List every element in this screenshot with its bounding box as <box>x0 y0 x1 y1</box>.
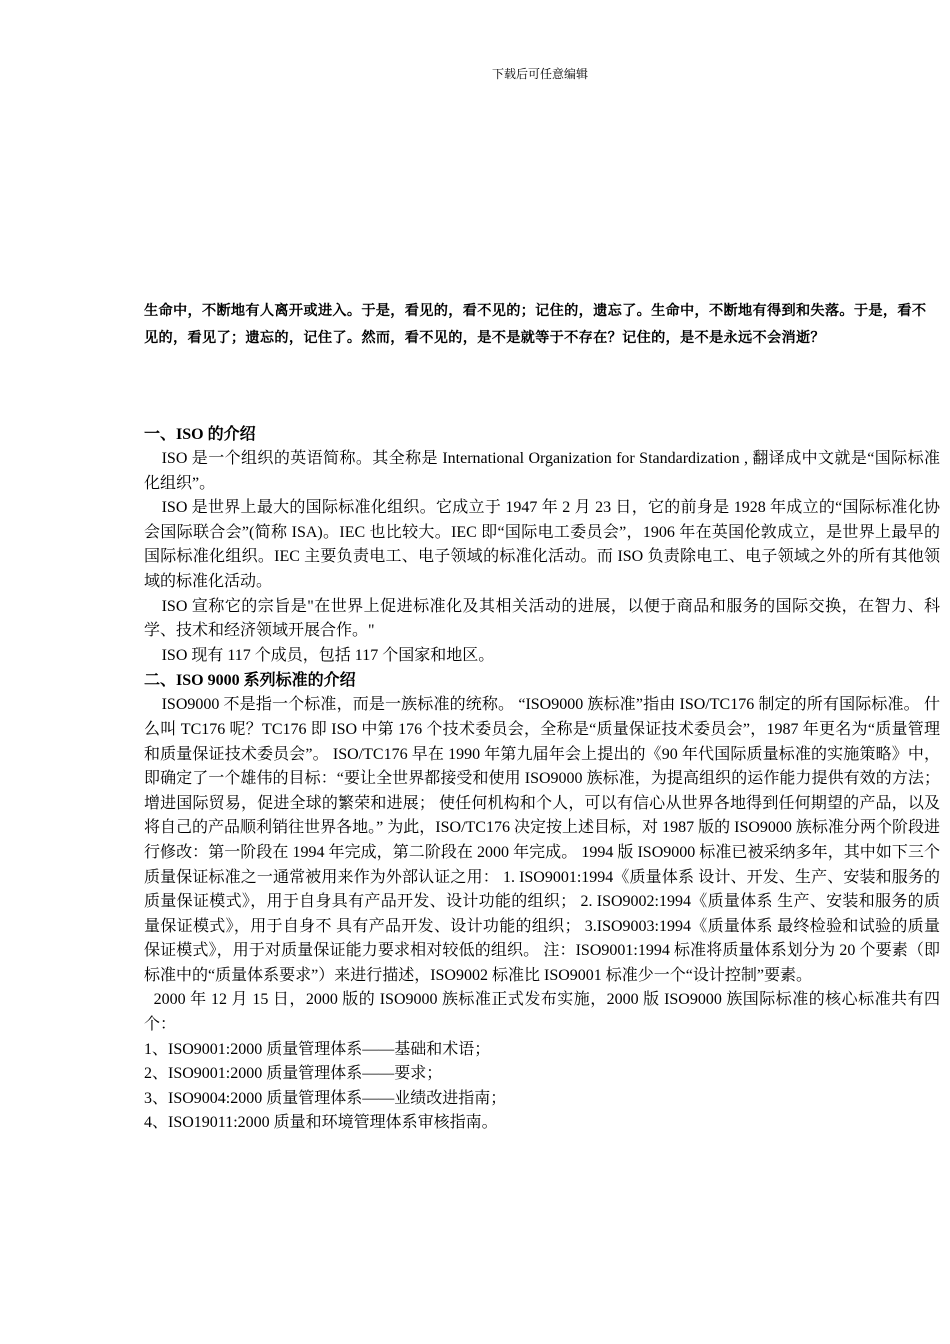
paragraph: ISO 现有 117 个成员，包括 117 个国家和地区。 <box>161 646 495 664</box>
list-item: 3、ISO9004:2000 质量管理体系——业绩改进指南； <box>144 1089 507 1107</box>
paragraph: ISO 宣称它的宗旨是"在世界上促进标准化及其相关活动的进展，以便于商品和服务的国际交换，在智力、科学、技术和经济领域开展合作。" <box>144 597 940 640</box>
page-header: 下载后可任意编辑 <box>491 67 588 81</box>
paragraph: 2000 年 12 月 15 日，2000 版的 ISO9000 族标准正式发布实施，2000 版 ISO9000 族国际标准的核心标准共有四个： <box>144 991 940 1034</box>
list-item: 1、ISO9001:2000 质量管理体系——基础和术语； <box>144 1040 491 1058</box>
paragraph: ISO 是一个组织的英语简称。其全称是 International Organization for Standardization , 翻译成中文就是“国际标准化组织”。 <box>144 450 940 492</box>
intro-paragraph: 生命中，不断地有人离开或进入。于是，看见的，看不见的；记住的，遗忘了。生命中，不断地有得到和失落。于是，看不见的，看见了；遗忘的，记住了。然而，看不见的，是不是就等于不存在？记住的，是不是永远不会消逝？ <box>144 303 927 346</box>
list-item: 2、ISO9001:2000 质量管理体系——要求； <box>144 1065 443 1083</box>
paragraph: ISO 是世界上最大的国际标准化组织。它成立于 1947 年 2 月 23 日，它的前身是 1928 年成立的“国际标准化协会国际联合会”(简称 ISA)。IEC 也比较大。IEC 即“国际电工委员会”，1906 年在英国伦敦成立，是世界上最早的国际标准化组织。IEC 主要负责电工、电子领域的标准化活动。而 ISO 负责除电工、电子领域之外的所有其他领域的标准化活动。 <box>144 499 940 590</box>
paragraph: ISO9000 不是指一个标准，而是一族标准的统称。 “ISO9000 族标准”指由 ISO/TC176 制定的所有国际标准。 什么叫 TC176 呢？TC176 即 ISO 中第 176 个技术委员会，全称是“质量保证技术委员会”，1987 年更名为“质量管理和质量保证技术委员会”。 ISO/TC176 早在 1990 年第九届年会上提出的《90 年代国际质量标准的实施策略》中，即确定了一个雄伟的目标：“要让全世界都接受和使用 ISO9000 族标准，为提高组织的运作能力提供有效的方法；增进国际贸易，促进全球的繁荣和进展； 使任何机构和个人，可以有信心从世界各地得到任何期望的产品，以及将自己的产品顺利销往世界各地。” 为此，ISO/TC176 决定按上述目标，对 1987 版的 ISO9000 族标准分两个阶段进行修改：第一阶段在 1994 年完成，第二阶段在 2000 年完成。 1994 版 ISO9000 标准已被采纳多年，其中如下三个质量保证标准之一通常被用来作为外部认证之用： 1. ISO9001:1994《质量体系 设计、开发、生产、安装和服务的质量保证模式》，用于自身具有产品开发、设计功能的组织； 2. ISO9002:1994《质量体系 生产、安装和服务的质量保证模式》，用于自身不 具有产品开发、设计功能的组织； 3.ISO9003:1994《质量体系 最终检验和试验的质量保证模式》，用于对质量保证能力要求相对较低的组织。 注：ISO9001:1994 标准将质量体系划分为 20 个要素（即标准中的“质量体系要求”）来进行描述，ISO9002 标准比 ISO9001 标准少一个“设计控制”要素。 <box>144 696 940 984</box>
list-item: 4、ISO19011:2000 质量和环境管理体系审核指南。 <box>144 1114 498 1132</box>
section-heading-iso-intro: 一、ISO 的介绍 <box>144 426 256 443</box>
section-heading-iso9000: 二、ISO 9000 系列标准的介绍 <box>144 672 356 690</box>
document-body <box>144 422 940 1136</box>
